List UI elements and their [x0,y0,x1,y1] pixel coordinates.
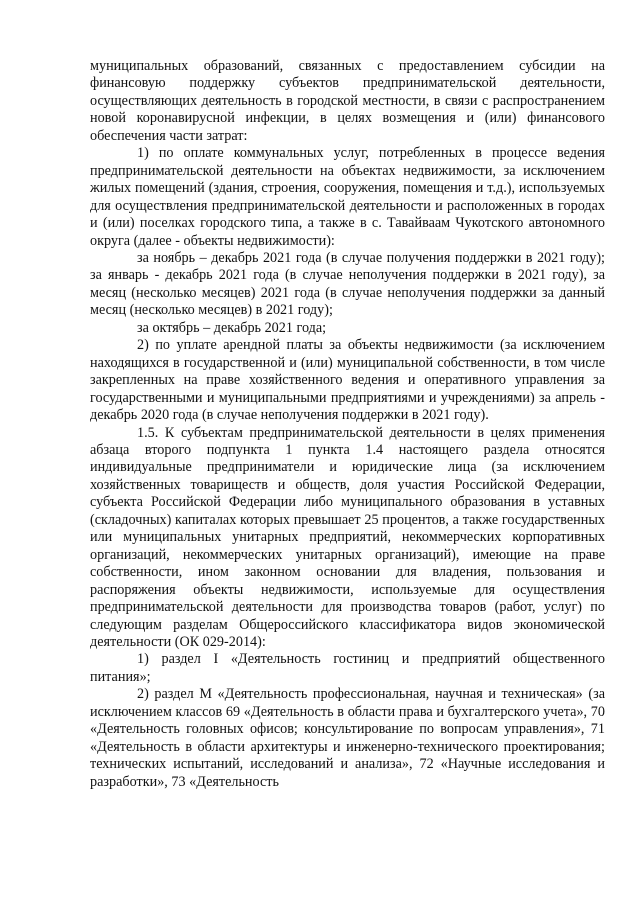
paragraph-item-1-utilities: 1) по оплате коммунальных услуг, потребленных в процессе ведения предпринимательской деятельности на объектах недвижимости, за исключением жилых помещений (здания, строения, сооружения, помещения и т.д.), используемых для осуществления предпринимательской деятельности и расположенных в городах и (или) поселках городского типа, а также в с. Тавайваам Чукотского автономного округа (далее - объекты недвижимости): [90,145,605,249]
paragraph-period-october-december: за октябрь – декабрь 2021 года; [137,319,327,336]
paragraph-period-november-december: за ноябрь – декабрь 2021 года (в случае получения поддержки в 2021 году); за январь - декабрь 2021 года (в случае неполучения поддержки в 2021 году), за месяц (несколько месяцев) 2021 года (в случае неполучения поддержки за данный месяц (несколько месяцев) в 2021 году); [90,249,605,319]
paragraph-section-i: 1) раздел I «Деятельность гостиниц и предприятий общественного питания»; [90,651,605,685]
paragraph-item-2-rent: 2) по уплате арендной платы за объекты недвижимости (за исключением находящихся в государственной и (или) муниципальной собственности, в том числе закрепленных на праве хозяйственного ведения и оперативного управления за государственными и муниципальными предприятиями и учреждениями) за апрель - декабрь 2020 года (в случае неполучения поддержки в 2021 году). [90,337,605,424]
document-page [90,58,605,791]
paragraph-section-m: 2) раздел M «Деятельность профессиональная, научная и техническая» (за исключением классов 69 «Деятельность в области права и бухгалтерского учета», 70 «Деятельность головных офисов; консультирование по вопросам управления», 71 «Деятельность в области архитектуры и инженерно-технического проектирования; технических испытаний, исследований и анализа», 72 «Научные исследования и разработки», 73 «Деятельность [90,686,605,790]
paragraph-section-1-5: 1.5. К субъектам предпринимательской деятельности в целях применения абзаца второго подпункта 1 пункта 1.4 настоящего раздела относятся индивидуальные предприниматели и юридические лица (за исключением хозяйственных товариществ и обществ, доля участия Российской Федерации, субъекта Российской Федерации либо муниципального образования в уставных (складочных) капиталах которых превышает 25 процентов, а также государственных или муниципальных унитарных предприятий, некоммерческих корпоративных организаций, некоммерческих унитарных организаций), имеющие на праве собственности, ином законном основании для владения, пользования и распоряжения объекты недвижимости, используемые для осуществления предпринимательской деятельности для производства товаров (работ, услуг) по следующим разделам Общероссийского классификатора видов экономической деятельности (ОК 029-2014): [90,424,605,650]
paragraph-intro: муниципальных образований, связанных с предоставлением субсидии на финансовую поддержку субъектов предпринимательской деятельности, осуществляющих деятельность в городской местности, в связи с распространением новой коронавирусной инфекции, в целях возмещения и (или) финансового обеспечения части затрат: [90,58,605,144]
